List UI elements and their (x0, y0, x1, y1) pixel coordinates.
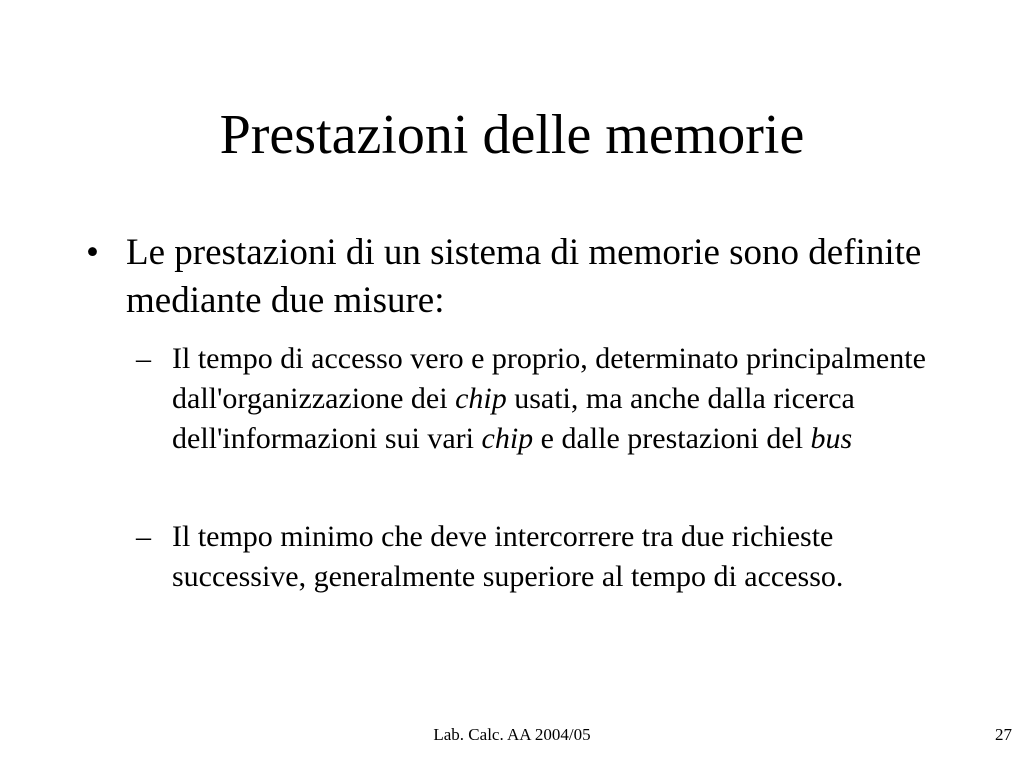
sub-item-access-time (136, 339, 956, 459)
sub-item-text-part: e dalle prestazioni del (533, 422, 811, 455)
sub-item-marker: – (136, 342, 151, 375)
page-number: 27 (995, 725, 1012, 744)
footer-course-label: Lab. Calc. AA 2004/05 (433, 725, 591, 744)
sub-item-text-part: Il tempo di accesso vero e proprio, determinato principalmente dall'organizzazione dei (172, 342, 926, 415)
sub-item-text-part: usati, ma anche dalla ricerca dell'informazioni sui vari (172, 382, 855, 455)
sub-item-text (172, 339, 956, 459)
bullet-item (86, 229, 946, 325)
italic-term-chip: chip (455, 382, 507, 415)
bullet-text: Le prestazioni di un sistema di memorie sono definite mediante due misure: (126, 232, 922, 321)
bullet-marker: • (86, 232, 99, 273)
sub-item-text: Il tempo minimo che deve intercorrere tra due richieste successive, generalmente superiore al tempo di accesso. (172, 520, 844, 593)
sub-item-cycle-time (136, 517, 956, 597)
slide-title: Prestazioni delle memorie (219, 104, 805, 166)
italic-term-bus: bus (810, 422, 853, 455)
italic-term-chip: chip (481, 422, 534, 455)
sub-item-marker: – (136, 520, 151, 553)
